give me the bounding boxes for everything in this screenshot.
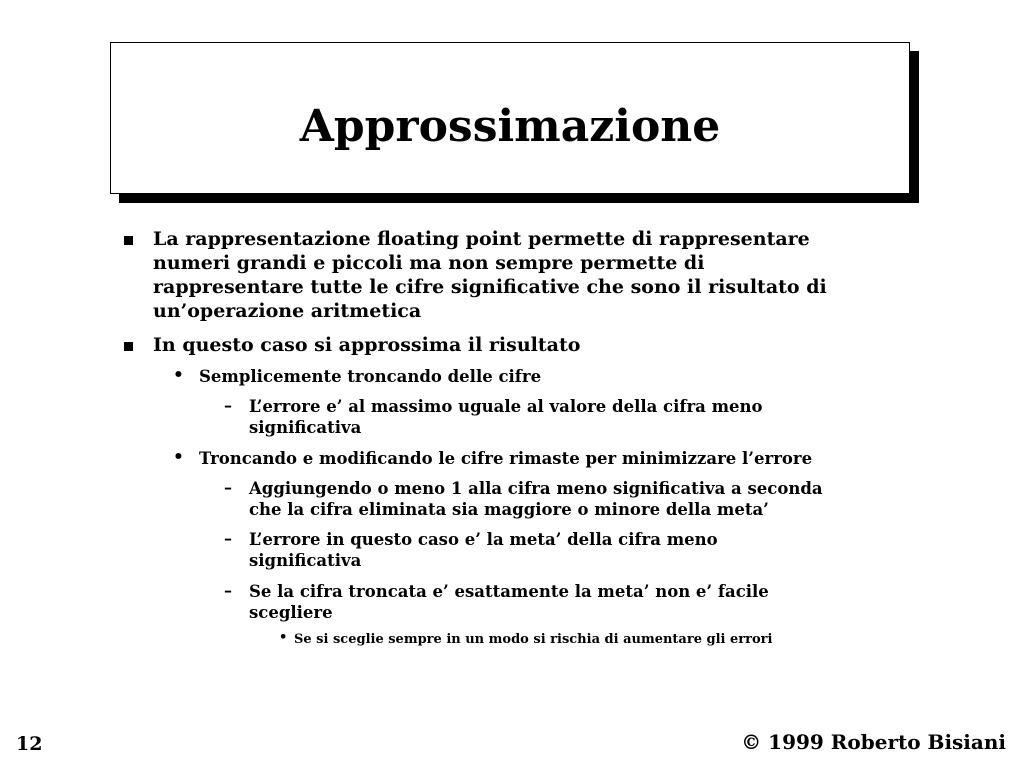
sub-sub-bullet-errore-massimo [224, 396, 763, 438]
bullet-line: che la cifra eliminata sia maggiore o minore della meta’ [249, 500, 769, 519]
bullet-line: La rappresentazione floating point permette di rappresentare [153, 228, 810, 250]
bullet-line: numeri grandi e piccoli ma non sempre permette di [153, 252, 705, 274]
bullet-line: rappresentare tutte le cifre significative che sono il risultato di [153, 276, 827, 298]
sub-bullet-troncando [173, 365, 542, 387]
slide-title: Approssimazione [299, 101, 721, 152]
dash-bullet-icon: – [224, 396, 232, 415]
sub-sub-bullet-cifra-troncata [224, 581, 769, 623]
square-bullet-icon [124, 342, 133, 351]
bullet-line: In questo caso si approssima il risultato [153, 334, 581, 356]
square-bullet-icon [124, 236, 133, 245]
bullet-line: significativa [249, 551, 362, 570]
dash-bullet-icon: – [224, 529, 232, 548]
bullet-floating-point [153, 227, 827, 323]
page-number: 12 [16, 733, 43, 755]
bullet-line: L’errore in questo caso e’ la meta’ della cifra meno [249, 530, 718, 549]
bullet-line: un’operazione aritmetica [153, 300, 422, 322]
bullet-line: Semplicemente troncando delle cifre [199, 367, 542, 386]
copyright-notice: © 1999 Roberto Bisiani [741, 730, 1006, 754]
dash-bullet-icon: – [224, 478, 232, 497]
dash-bullet-icon: – [224, 581, 232, 600]
bullet-line: scegliere [249, 603, 333, 622]
sub-sub-bullet-aggiungendo [224, 478, 823, 520]
dot-bullet-icon: • [173, 447, 184, 467]
dot-bullet-icon: • [173, 365, 184, 385]
bullet-line: Troncando e modificando le cifre rimaste per minimizzare l’errore [199, 449, 813, 468]
bullet-line: Se si sceglie sempre in un modo si rischia di aumentare gli errori [294, 632, 773, 647]
dot-bullet-icon: • [279, 630, 288, 645]
bullet-line: Aggiungendo o meno 1 alla cifra meno significativa a seconda [249, 479, 823, 498]
bullet-line: Se la cifra troncata e’ esattamente la meta’ non e’ facile [249, 582, 769, 601]
sub-sub-bullet-errore-meta [224, 529, 718, 571]
sub-bullet-modificando [173, 447, 813, 469]
bullet-line: significativa [249, 418, 362, 437]
bullet-line: L’errore e’ al massimo uguale al valore della cifra meno [249, 397, 763, 416]
bullet-approssima [153, 333, 580, 357]
sub-sub-sub-bullet-rischio [279, 630, 773, 648]
